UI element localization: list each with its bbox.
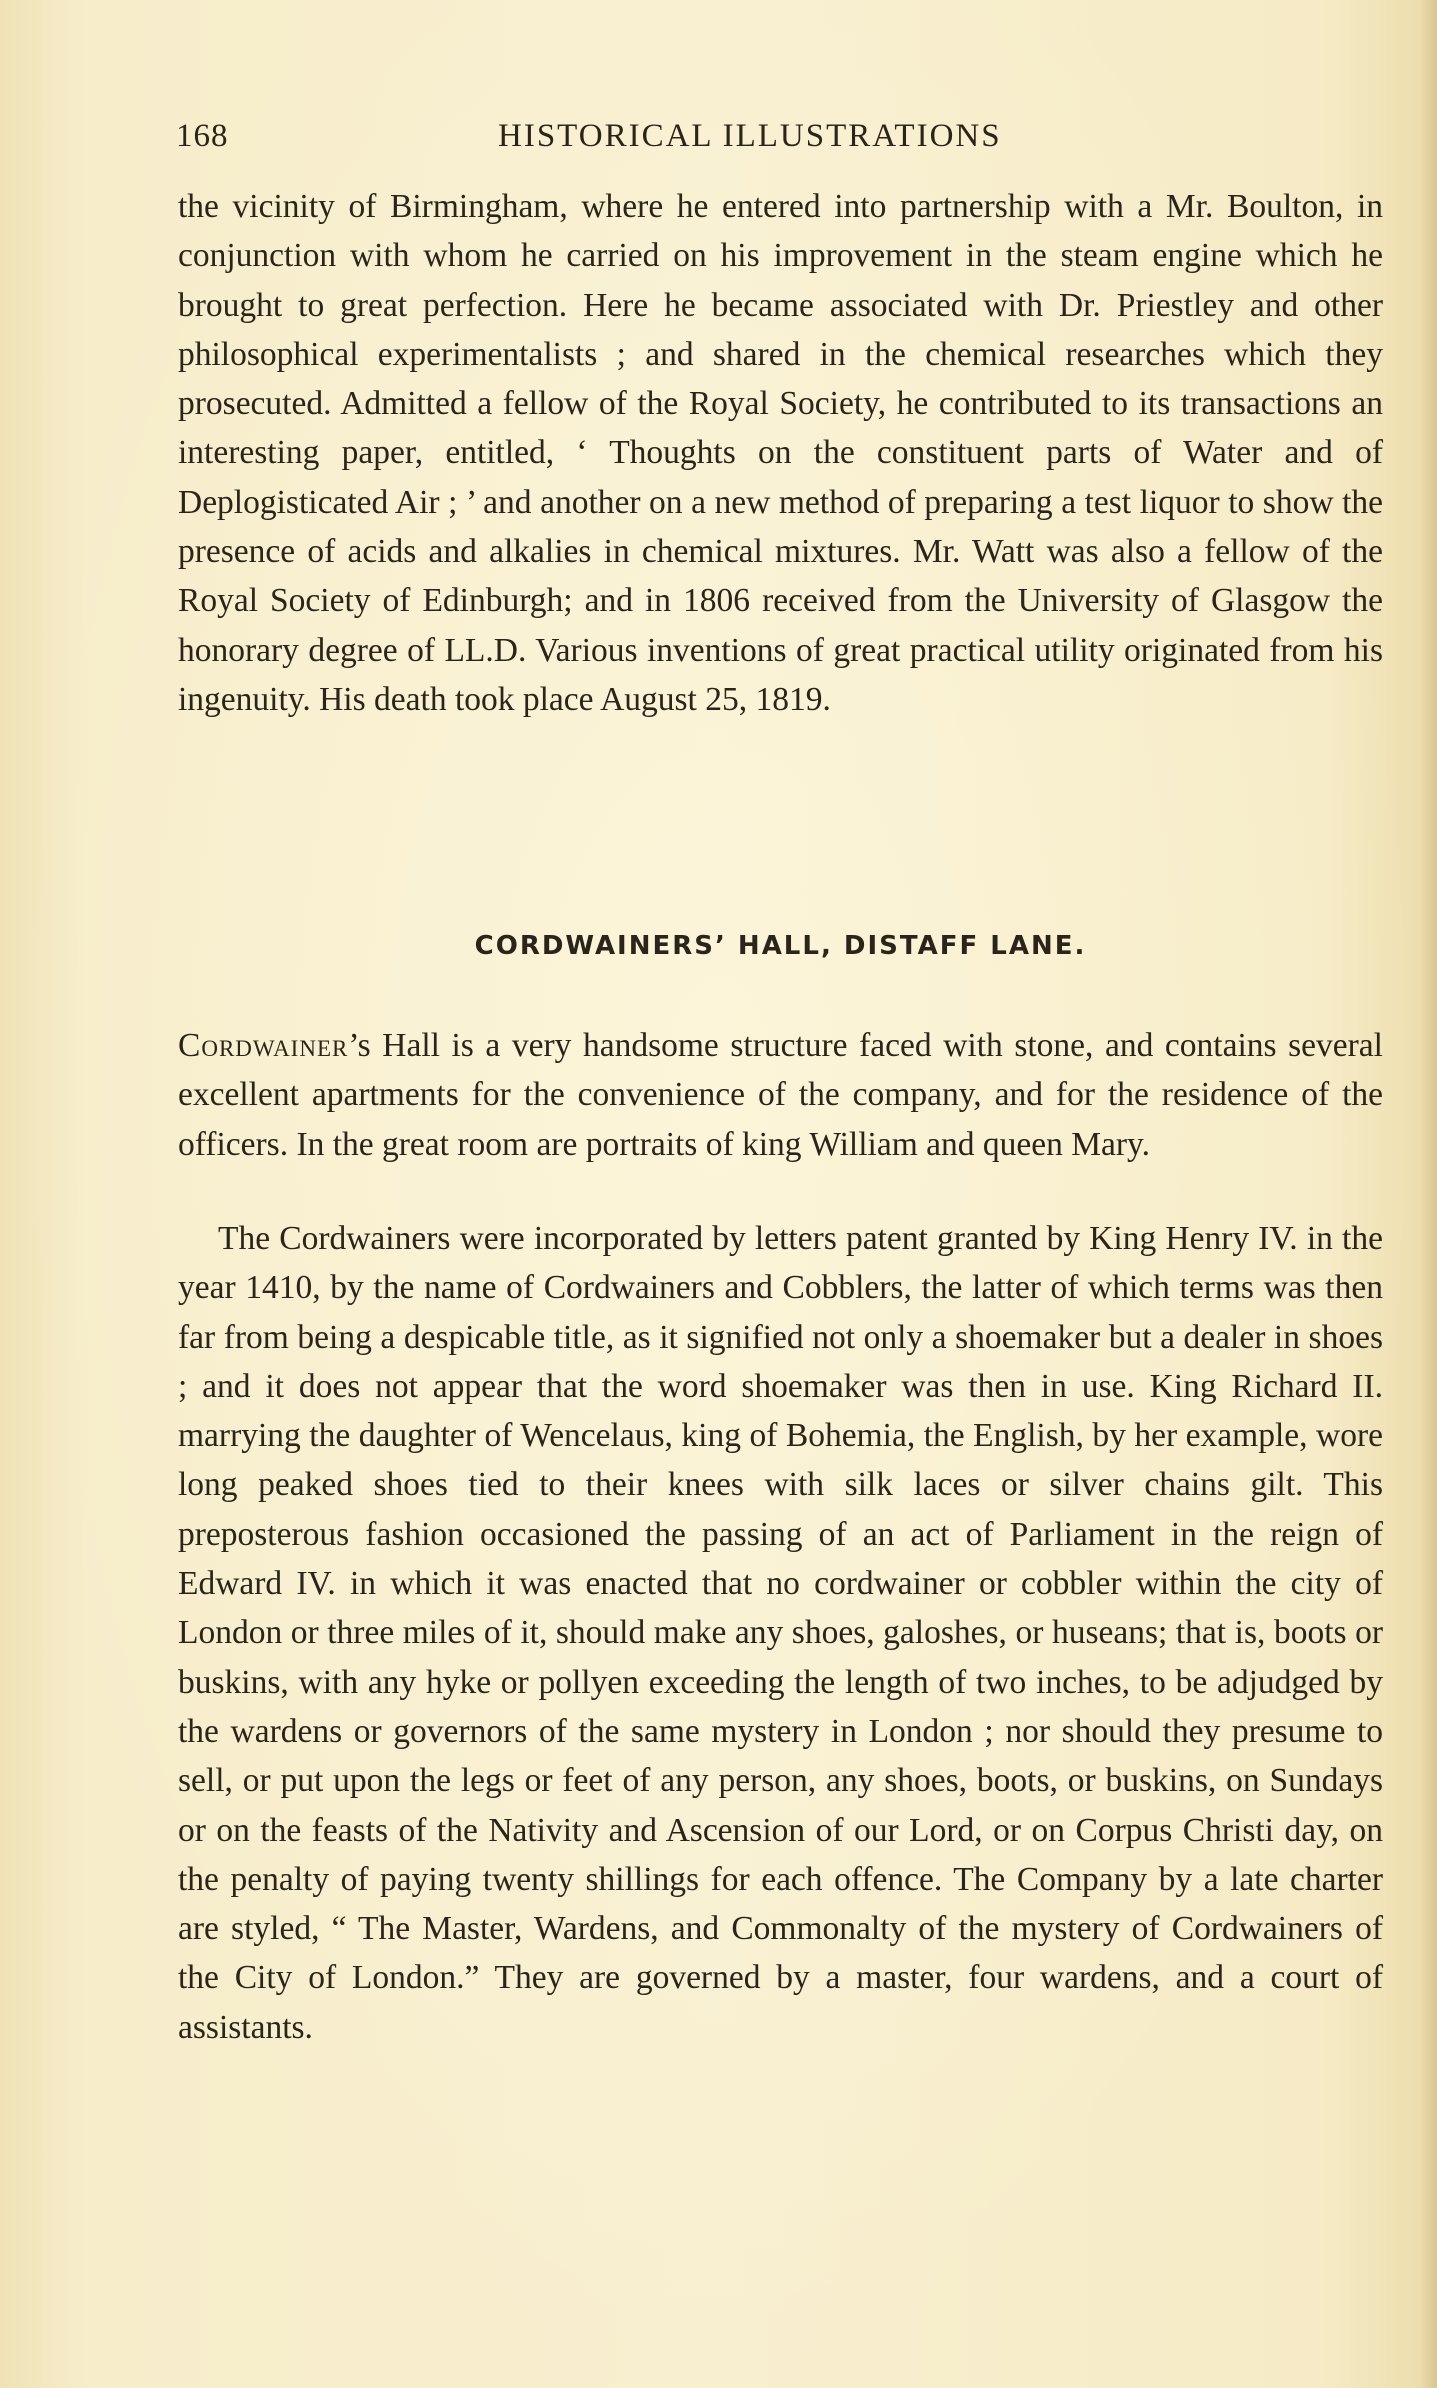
paragraph-hall-text: ’s Hall is a very handsome structure faced with stone, and contains several excellent apartments for the convenience of the company, and for the residence of the officers. In the great room are portraits of king William and queen Mary.	[178, 1027, 1383, 1163]
page-edge-shadow	[1419, 0, 1437, 2388]
running-title: HISTORICAL ILLUSTRATIONS	[498, 118, 1002, 154]
paragraph-cordwainers-history: The Cordwainers were incorporated by letters patent granted by King Henry IV. in the year 1410, by the name of Cordwainers and Cobblers, the latter of which terms was then far from being a despicable title, as it signified not only a shoemaker but a dealer in shoes ; and it does not appear that the word shoemaker was then in use. King Richard II. marrying the daughter of Wencelaus, king of Bohemia, the English, by her example, wore long peaked shoes tied to their knees with silk laces or silver chains gilt. This preposterous fashion occasioned the passing of an act of Parliament in the reign of Edward IV. in which it was enacted that no cordwainer or cobbler within the city of London or three miles of it, should make any shoes, galoshes, or huseans; that is, boots or buskins, with any hyke or pollyen exceeding the length of two inches, to be adjudged by the wardens or governors of the same mystery in London ; nor should they presume to sell, or put upon the legs or feet of any person, any shoes, boots, or buskins, on Sundays or on the feasts of the Nativity and Ascension of our Lord, or on Corpus Christi day, on the penalty of paying twenty shillings for each offence. The Company by a late charter are styled, “ The Master, Wardens, and Commonalty of the mystery of Cordwainers of the City of London.” They are governed by a master, four wardens, and a court of assistants.	[178, 1220, 1383, 2046]
paragraph-watt-biography: the vicinity of Birmingham, where he entered into partnership with a Mr. Boulton, in conjunction with whom he carried on his improvement in the steam engine which he brought to great perfection. Here he became associated with Dr. Priestley and other philosophical experimentalists ; and shared in the chemical researches which they prosecuted. Admitted a fellow of the Royal Society, he contributed to its transactions an interesting paper, entitled, ‘ Thoughts on the constituent parts of Water and of Deplogisticated Air ; ’ and another on a new method of preparing a test liquor to show the presence of acids and alkalies in chemical mixtures. Mr. Watt was also a fellow of the Royal Society of Edinburgh; and in 1806 received from the University of Glasgow the honorary degree of LL.D. Various inventions of great practical utility originated from his ingenuity. His death took place August 25, 1819.	[178, 188, 1383, 718]
paragraph-hall-description	[178, 1021, 1383, 1169]
page-header	[176, 118, 1381, 166]
page-number: 168	[176, 118, 229, 154]
paragraph-lead-word: Cordwainer	[178, 1027, 349, 1064]
section-heading: CORDWAINERS’ HALL, DISTAFF LANE.	[474, 931, 1087, 961]
